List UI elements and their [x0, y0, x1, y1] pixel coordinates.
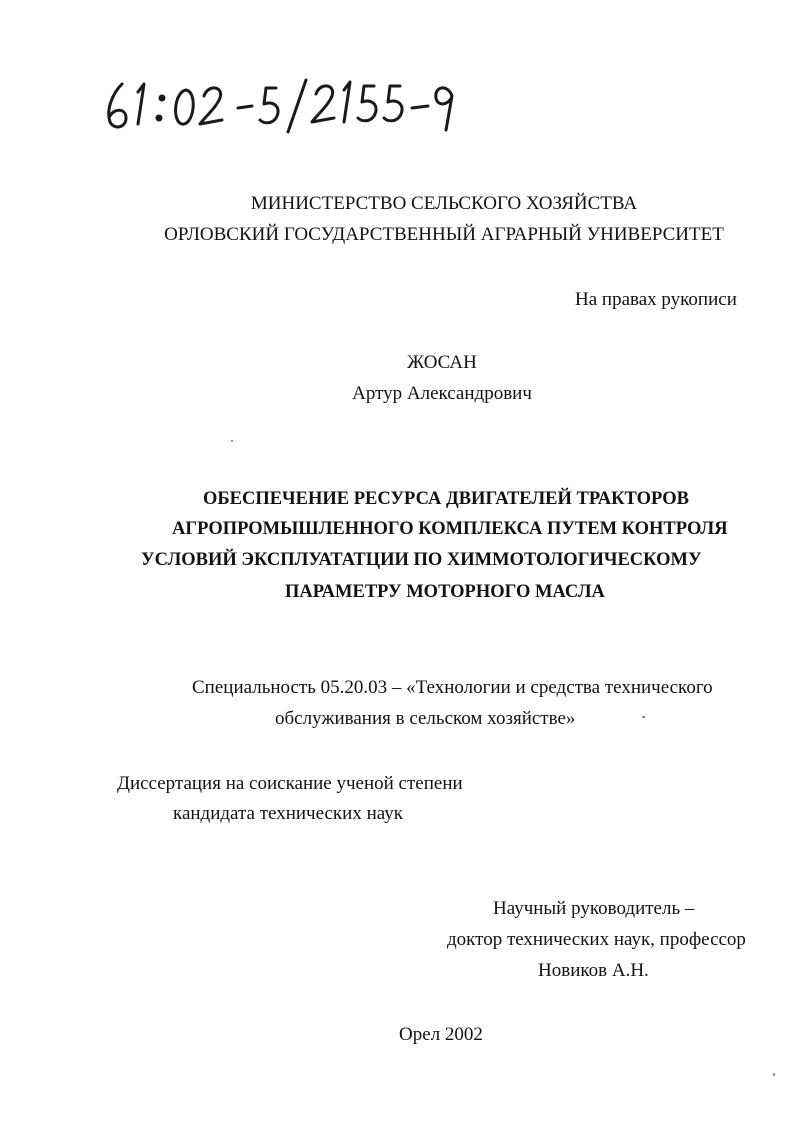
specialty-line-1: Специальность 05.20.03 – «Технологии и средства технического [192, 677, 713, 698]
dissertation-line-2: кандидата технических наук [173, 803, 403, 824]
author-surname: ЖОСАН [407, 352, 477, 373]
supervisor-name: Новиков А.Н. [538, 960, 649, 981]
title-line-3: УСЛОВИЙ ЭКСПЛУАТАТЦИИ ПО ХИММОТОЛОГИЧЕСКОМУ [141, 550, 702, 570]
scan-speck [231, 440, 233, 442]
author-name: Артур Александрович [352, 383, 532, 404]
university-heading: ОРЛОВСКИЙ ГОСУДАРСТВЕННЫЙ АГРАРНЫЙ УНИВЕРСИТЕТ [164, 224, 724, 245]
supervisor-degree: доктор технических наук, профессор [447, 929, 746, 950]
scan-speck [642, 716, 645, 718]
supervisor-label: Научный руководитель – [493, 898, 695, 919]
scan-speck [773, 1073, 775, 1076]
specialty-line-2: обслуживания в сельском хозяйстве» [275, 708, 576, 729]
ministry-heading: МИНИСТЕРСТВО СЕЛЬСКОГО ХОЗЯЙСТВА [250, 193, 638, 214]
title-line-4: ПАРАМЕТРУ МОТОРНОГО МАСЛА [285, 582, 605, 602]
title-line-1: ОБЕСПЕЧЕНИЕ РЕСУРСА ДВИГАТЕЛЕЙ ТРАКТОРОВ [203, 489, 689, 509]
handwritten-archive-number [100, 76, 460, 136]
rights-note: На правах рукописи [575, 289, 737, 310]
title-line-2: АГРОПРОМЫШЛЕННОГО КОМПЛЕКСА ПУТЕМ КОНТРОЛЯ [172, 519, 728, 539]
place-year: Орел 2002 [399, 1024, 483, 1045]
dissertation-line-1: Диссертация на соискание ученой степени [117, 773, 463, 794]
